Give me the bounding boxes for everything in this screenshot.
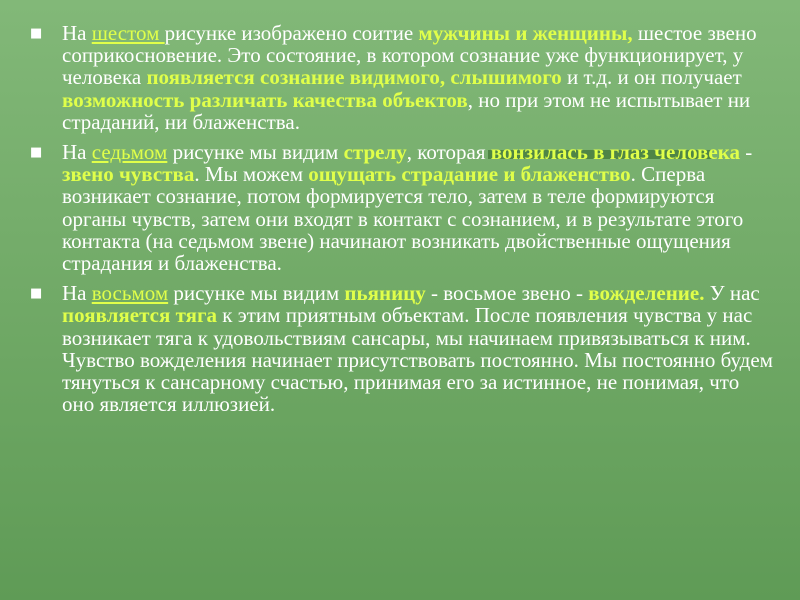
highlight-text: возможность различать качества объектов (62, 87, 468, 112)
highlight-text: появляется сознание видимого, слышимого (146, 65, 562, 90)
bullet-item-seventh-link (30, 141, 775, 274)
link-eighth-picture[interactable]: восьмом (91, 281, 169, 306)
text-plain: . Мы можем (194, 162, 309, 187)
link-seventh-picture[interactable]: седьмом (91, 140, 168, 165)
link-sixth-picture[interactable]: шестом (91, 21, 165, 45)
text-plain: - (740, 140, 753, 165)
square-bullet-icon: ■ (30, 26, 43, 41)
highlight-text: мужчины и женщины, (418, 21, 633, 45)
text-plain: , но при этом не испытывает ни страданий, ни блаженства. (62, 87, 751, 134)
bullet-item-sixth-link (30, 22, 775, 133)
highlight-text: вонзилась в глаз человека (490, 140, 740, 165)
slide-text-body (30, 22, 775, 423)
text-plain: На (62, 140, 92, 165)
text-plain: шестое звено соприкосновение. Это состояние, в котором сознание уже функционирует, у человека (62, 21, 757, 90)
highlight-text: стрелу (343, 140, 407, 165)
highlight-text: ощущать страдание и блаженство (308, 162, 631, 187)
square-bullet-icon: ■ (30, 145, 43, 161)
text-plain: и т.д. и он получает (561, 65, 742, 90)
text-plain: рисунке мы видим (168, 281, 345, 306)
highlight-text: пьяницу (344, 281, 426, 306)
highlight-text: вожделение. (588, 281, 705, 306)
highlight-text: звено чувства (62, 162, 195, 187)
text-plain: - восьмое звено - (425, 281, 589, 306)
text-plain: . Сперва возникает сознание, потом формируется тело, затем в теле формируются органы чувств, затем они входят в контакт с сознанием, и в результате этого контакта (на седьмом звене) начинают возникать двойственные ощущения страдания и блаженства. (62, 162, 744, 276)
text-plain: У нас (704, 281, 760, 306)
bullet-item-eighth-link (30, 282, 775, 415)
square-bullet-icon: ■ (30, 286, 43, 302)
highlight-text: появляется тяга (62, 303, 218, 328)
text-plain: На (62, 281, 92, 306)
text-plain: , которая (406, 140, 491, 165)
text-plain: На (62, 21, 92, 45)
text-plain: рисунке изображено соитие (164, 21, 419, 45)
text-plain: к этим приятным объектам. После появления чувства у нас возникает тяга к удовольствиям сансары, мы начинаем привязываться к ним. Чувство вожделения начинает присутствовать постоянно. Мы постоянно будем тянуться к сансарному счастью, принимая его за истинное, не понимая, что оно является иллюзией. (62, 303, 773, 417)
text-plain: рисунке мы видим (167, 140, 344, 165)
